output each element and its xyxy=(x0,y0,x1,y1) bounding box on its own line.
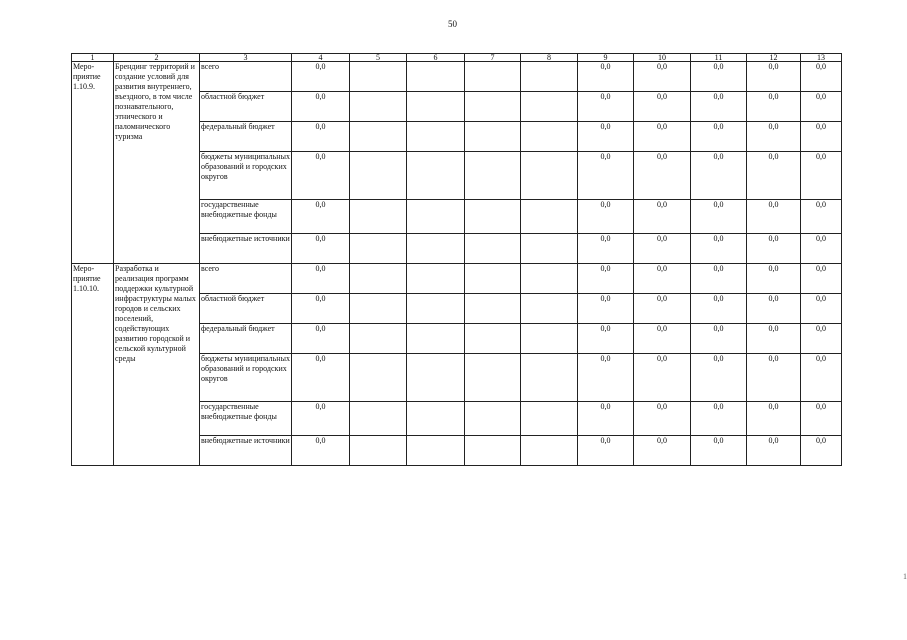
value-cell-col5 xyxy=(350,62,407,92)
page-number: 50 xyxy=(448,19,457,29)
value-cell-col6 xyxy=(407,436,465,466)
value-cell-col5 xyxy=(350,436,407,466)
column-number-header: 3 xyxy=(200,54,292,62)
value-cell-col11: 0,0 xyxy=(691,402,747,436)
value-cell-col8 xyxy=(521,234,578,264)
value-cell-col9: 0,0 xyxy=(578,324,634,354)
value-cell-col4: 0,0 xyxy=(292,234,350,264)
funding-source: всего xyxy=(200,62,292,92)
column-number-header: 10 xyxy=(634,54,691,62)
value-cell-col12: 0,0 xyxy=(747,152,801,200)
value-cell-col12: 0,0 xyxy=(747,294,801,324)
funding-source: областной бюджет xyxy=(200,92,292,122)
value-cell-col10: 0,0 xyxy=(634,200,691,234)
value-cell-col7 xyxy=(465,436,521,466)
column-number-header: 8 xyxy=(521,54,578,62)
value-cell-col12: 0,0 xyxy=(747,354,801,402)
value-cell-col7 xyxy=(465,264,521,294)
value-cell-col5 xyxy=(350,354,407,402)
value-cell-col4: 0,0 xyxy=(292,122,350,152)
value-cell-col6 xyxy=(407,264,465,294)
value-cell-col10: 0,0 xyxy=(634,354,691,402)
value-cell-col4: 0,0 xyxy=(292,402,350,436)
column-number-header: 11 xyxy=(691,54,747,62)
value-cell-col4: 0,0 xyxy=(292,436,350,466)
event-code: Меро-приятие 1.10.9. xyxy=(72,62,114,264)
value-cell-col7 xyxy=(465,294,521,324)
value-cell-col4: 0,0 xyxy=(292,294,350,324)
value-cell-col13: 0,0 xyxy=(801,92,842,122)
value-cell-col8 xyxy=(521,324,578,354)
funding-source: областной бюджет xyxy=(200,294,292,324)
value-cell-col11: 0,0 xyxy=(691,294,747,324)
value-cell-col12: 0,0 xyxy=(747,234,801,264)
funding-source: федеральный бюджет xyxy=(200,324,292,354)
funding-source: бюджеты муниципальных образований и городских округов xyxy=(200,152,292,200)
value-cell-col4: 0,0 xyxy=(292,152,350,200)
value-cell-col8 xyxy=(521,122,578,152)
value-cell-col7 xyxy=(465,200,521,234)
value-cell-col13: 0,0 xyxy=(801,234,842,264)
value-cell-col12: 0,0 xyxy=(747,324,801,354)
event-name: Разработка и реализация программ поддержки культурной инфраструктуры малых городов и сельских поселений, содействующих развитию городской и сельской культурной среды xyxy=(114,264,200,466)
value-cell-col13: 0,0 xyxy=(801,152,842,200)
value-cell-col12: 0,0 xyxy=(747,264,801,294)
value-cell-col6 xyxy=(407,122,465,152)
margin-mark: 1 xyxy=(903,572,907,581)
event-name: Брендинг территорий и создание условий для развития внутреннего, въездного, в том числе познавательного, этнического и паломнического туризма xyxy=(114,62,200,264)
value-cell-col4: 0,0 xyxy=(292,354,350,402)
value-cell-col7 xyxy=(465,62,521,92)
value-cell-col5 xyxy=(350,152,407,200)
value-cell-col11: 0,0 xyxy=(691,264,747,294)
value-cell-col5 xyxy=(350,122,407,152)
value-cell-col6 xyxy=(407,62,465,92)
value-cell-col4: 0,0 xyxy=(292,264,350,294)
value-cell-col8 xyxy=(521,436,578,466)
value-cell-col11: 0,0 xyxy=(691,234,747,264)
event-code: Меро-приятие 1.10.10. xyxy=(72,264,114,466)
value-cell-col13: 0,0 xyxy=(801,436,842,466)
value-cell-col5 xyxy=(350,324,407,354)
value-cell-col10: 0,0 xyxy=(634,402,691,436)
value-cell-col7 xyxy=(465,234,521,264)
value-cell-col8 xyxy=(521,200,578,234)
value-cell-col11: 0,0 xyxy=(691,152,747,200)
value-cell-col10: 0,0 xyxy=(634,324,691,354)
value-cell-col13: 0,0 xyxy=(801,122,842,152)
value-cell-col13: 0,0 xyxy=(801,294,842,324)
value-cell-col8 xyxy=(521,402,578,436)
column-number-header: 6 xyxy=(407,54,465,62)
value-cell-col13: 0,0 xyxy=(801,354,842,402)
value-cell-col5 xyxy=(350,200,407,234)
value-cell-col9: 0,0 xyxy=(578,122,634,152)
value-cell-col8 xyxy=(521,264,578,294)
value-cell-col11: 0,0 xyxy=(691,436,747,466)
value-cell-col10: 0,0 xyxy=(634,92,691,122)
column-number-header: 13 xyxy=(801,54,842,62)
funding-source: государственные внебюджетные фонды xyxy=(200,200,292,234)
value-cell-col12: 0,0 xyxy=(747,92,801,122)
value-cell-col6 xyxy=(407,234,465,264)
value-cell-col4: 0,0 xyxy=(292,200,350,234)
value-cell-col12: 0,0 xyxy=(747,402,801,436)
value-cell-col6 xyxy=(407,402,465,436)
funding-source: бюджеты муниципальных образований и городских округов xyxy=(200,354,292,402)
value-cell-col9: 0,0 xyxy=(578,62,634,92)
value-cell-col9: 0,0 xyxy=(578,200,634,234)
value-cell-col7 xyxy=(465,324,521,354)
column-number-header: 1 xyxy=(72,54,114,62)
value-cell-col5 xyxy=(350,294,407,324)
value-cell-col8 xyxy=(521,62,578,92)
value-cell-col10: 0,0 xyxy=(634,436,691,466)
column-number-row xyxy=(72,54,842,62)
value-cell-col7 xyxy=(465,92,521,122)
value-cell-col13: 0,0 xyxy=(801,324,842,354)
value-cell-col11: 0,0 xyxy=(691,324,747,354)
value-cell-col9: 0,0 xyxy=(578,354,634,402)
column-number-header: 2 xyxy=(114,54,200,62)
value-cell-col6 xyxy=(407,354,465,402)
value-cell-col6 xyxy=(407,324,465,354)
value-cell-col9: 0,0 xyxy=(578,402,634,436)
value-cell-col13: 0,0 xyxy=(801,62,842,92)
value-cell-col6 xyxy=(407,294,465,324)
column-number-header: 9 xyxy=(578,54,634,62)
value-cell-col7 xyxy=(465,122,521,152)
column-number-header: 12 xyxy=(747,54,801,62)
value-cell-col5 xyxy=(350,234,407,264)
value-cell-col10: 0,0 xyxy=(634,294,691,324)
value-cell-col8 xyxy=(521,354,578,402)
value-cell-col13: 0,0 xyxy=(801,402,842,436)
column-number-header: 4 xyxy=(292,54,350,62)
value-cell-col5 xyxy=(350,92,407,122)
value-cell-col10: 0,0 xyxy=(634,234,691,264)
value-cell-col6 xyxy=(407,92,465,122)
value-cell-col5 xyxy=(350,264,407,294)
funding-source: государственные внебюджетные фонды xyxy=(200,402,292,436)
value-cell-col9: 0,0 xyxy=(578,92,634,122)
value-cell-col7 xyxy=(465,402,521,436)
value-cell-col11: 0,0 xyxy=(691,92,747,122)
value-cell-col7 xyxy=(465,152,521,200)
funding-source: федеральный бюджет xyxy=(200,122,292,152)
value-cell-col11: 0,0 xyxy=(691,354,747,402)
value-cell-col9: 0,0 xyxy=(578,152,634,200)
value-cell-col6 xyxy=(407,152,465,200)
value-cell-col4: 0,0 xyxy=(292,92,350,122)
value-cell-col9: 0,0 xyxy=(578,234,634,264)
value-cell-col10: 0,0 xyxy=(634,62,691,92)
value-cell-col12: 0,0 xyxy=(747,122,801,152)
value-cell-col7 xyxy=(465,354,521,402)
column-number-header: 5 xyxy=(350,54,407,62)
funding-source: всего xyxy=(200,264,292,294)
column-number-header: 7 xyxy=(465,54,521,62)
value-cell-col11: 0,0 xyxy=(691,200,747,234)
value-cell-col9: 0,0 xyxy=(578,294,634,324)
value-cell-col8 xyxy=(521,294,578,324)
value-cell-col8 xyxy=(521,152,578,200)
value-cell-col10: 0,0 xyxy=(634,122,691,152)
value-cell-col4: 0,0 xyxy=(292,324,350,354)
budget-table xyxy=(71,53,842,466)
value-cell-col12: 0,0 xyxy=(747,436,801,466)
value-cell-col11: 0,0 xyxy=(691,62,747,92)
value-cell-col6 xyxy=(407,200,465,234)
table-row xyxy=(72,62,842,92)
value-cell-col10: 0,0 xyxy=(634,152,691,200)
funding-source: внебюджетные источники xyxy=(200,436,292,466)
value-cell-col9: 0,0 xyxy=(578,436,634,466)
value-cell-col12: 0,0 xyxy=(747,200,801,234)
value-cell-col12: 0,0 xyxy=(747,62,801,92)
value-cell-col8 xyxy=(521,92,578,122)
value-cell-col9: 0,0 xyxy=(578,264,634,294)
value-cell-col5 xyxy=(350,402,407,436)
table-row xyxy=(72,264,842,294)
funding-source: внебюджетные источники xyxy=(200,234,292,264)
value-cell-col13: 0,0 xyxy=(801,200,842,234)
value-cell-col4: 0,0 xyxy=(292,62,350,92)
value-cell-col10: 0,0 xyxy=(634,264,691,294)
value-cell-col11: 0,0 xyxy=(691,122,747,152)
value-cell-col13: 0,0 xyxy=(801,264,842,294)
